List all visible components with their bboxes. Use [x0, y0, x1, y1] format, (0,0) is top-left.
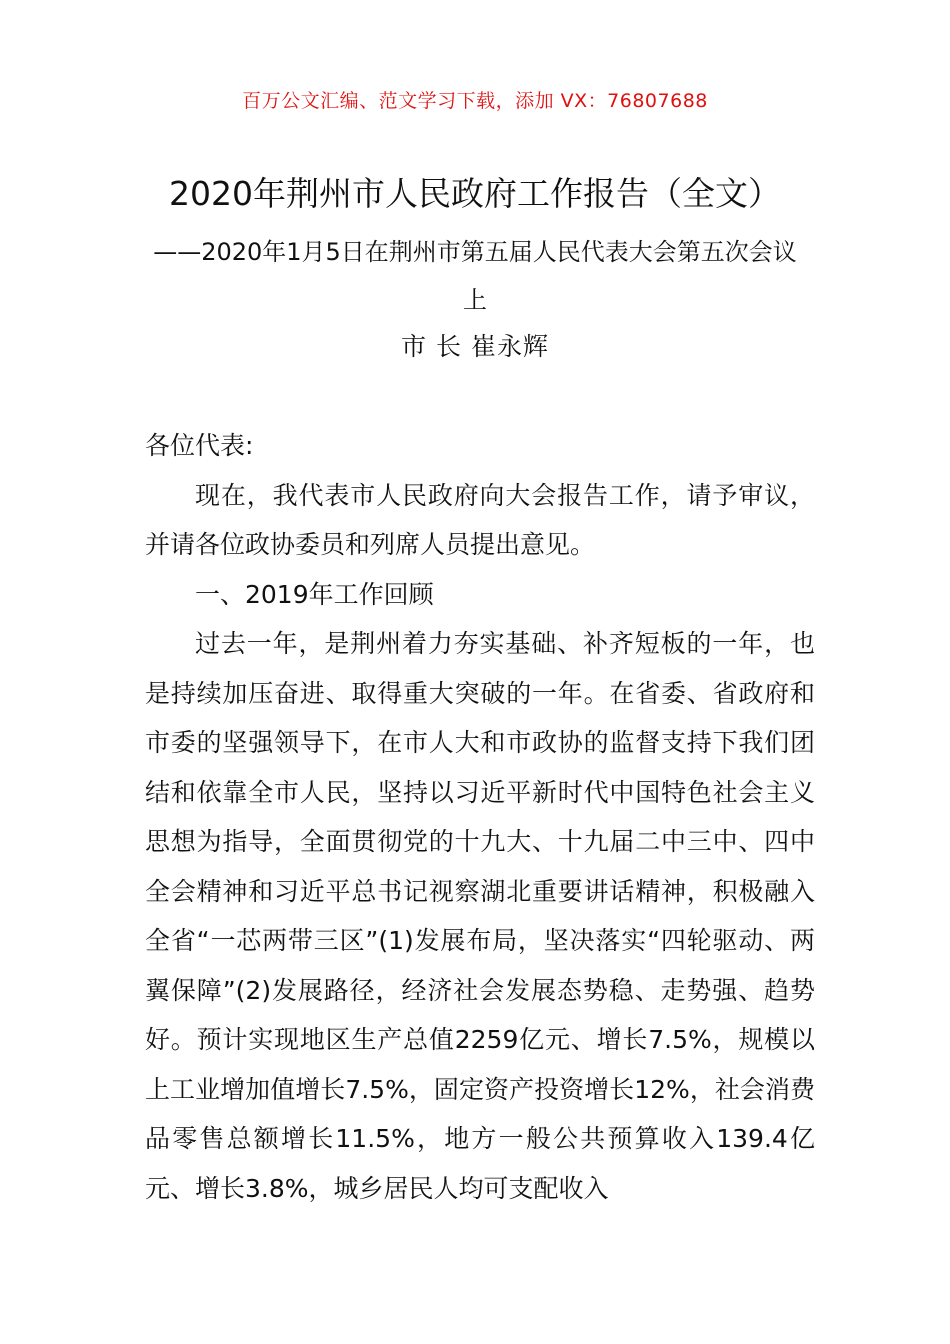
- document-body: [145, 421, 815, 1213]
- document-title: 2020年荆州市人民政府工作报告（全文）: [169, 174, 781, 213]
- paragraph: 现在，我代表市人民政府向大会报告工作，请予审议，并请各位政协委员和列席人员提出意见。: [145, 480, 815, 559]
- section-heading: 一、2019年工作回顾: [195, 579, 434, 609]
- salutation: 各位代表:: [145, 431, 254, 460]
- paragraph: 过去一年，是荆州着力夯实基础、补齐短板的一年，也是持续加压奋进、取得重大突破的一年。在省委、省政府和市委的坚强领导下，在市人大和市政协的监督支持下我们团结和依靠全市人民，坚持以习近平新时代中国特色社会主义思想为指导，全面贯彻党的十九大、十九届二中三中、四中全会精神和习近平总书记视察湖北重要讲话精神，积极融入全省“一芯两带三区”(1)发展布局，坚决落实“四轮驱动、两翼保障”(2)发展路径，经济社会发展态势稳、走势强、趋势好。预计实现地区生产总值2259亿元、增长7.5%，规模以上工业增加值增长7.5%，固定资产投资增长12%，社会消费品零售总额增长11.5%，地方一般公共预算收入139.4亿元、增长3.8%，城乡居民人均可支配收入: [145, 629, 815, 1203]
- watermark-text: 百万公文汇编、范文学习下载，添加 VX：76807688: [242, 90, 708, 112]
- document-subtitle: ——2020年1月5日在荆州市第五届人民代表大会第五次会议上: [153, 238, 797, 314]
- document-author: 市 长 崔永辉: [401, 332, 549, 361]
